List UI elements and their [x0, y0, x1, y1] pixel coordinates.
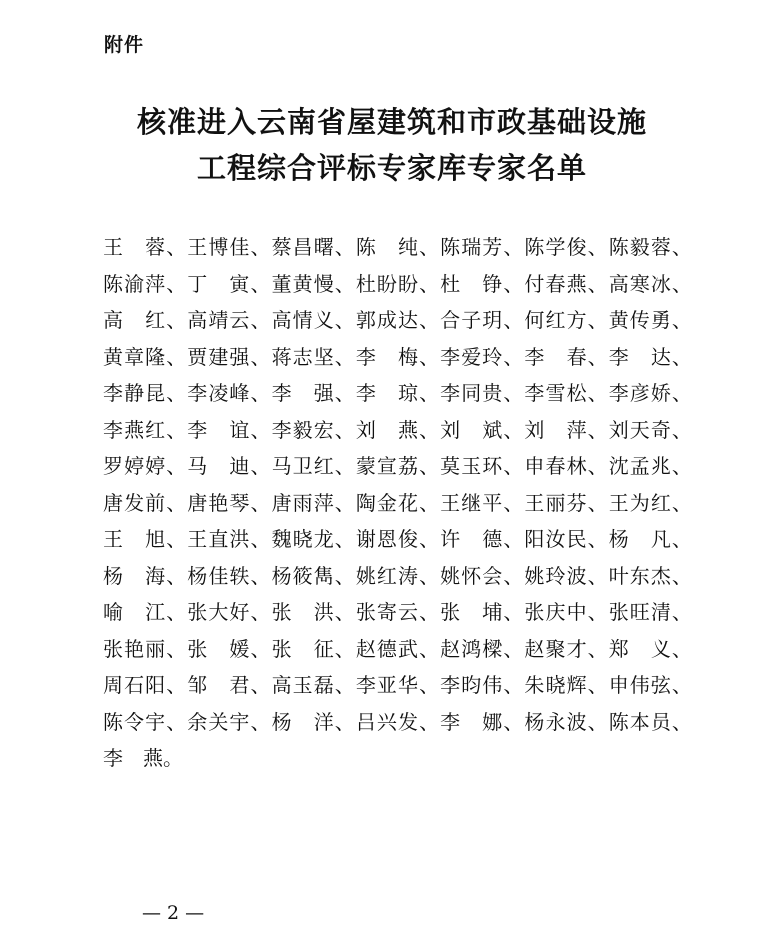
name-line-text: 高 红、高靖云、高情义、郭成达、合子玥、何红方、黄传勇、: [103, 308, 693, 332]
name-line: [103, 667, 693, 704]
name-line: [103, 521, 693, 558]
name-line: [103, 266, 693, 303]
name-line: [103, 375, 693, 412]
document-title-line-2: 工程综合评标专家库专家名单: [196, 151, 587, 185]
name-line: [103, 448, 693, 485]
attachment-label: 附件: [104, 34, 145, 56]
name-line-text: 黄章隆、贾建强、蒋志坚、李 梅、李爱玲、李 春、李 达、: [103, 344, 693, 369]
name-line-text: 李静昆、李凌峰、李 强、李 琼、李同贵、李雪松、李彦娇、: [103, 381, 693, 405]
name-line-text: 唐发前、唐艳琴、唐雨萍、陶金花、王继平、王丽芬、王为红、: [103, 490, 693, 515]
name-line-text: 王 旭、王直洪、魏晓龙、谢恩俊、许 德、阳汝民、杨 凡、: [103, 527, 693, 551]
name-line-text: 罗婷婷、马 迪、马卫红、蒙宣荔、莫玉环、申春林、沈孟兆、: [103, 454, 693, 478]
name-line-text: 陈渝萍、丁 寅、董黄慢、杜盼盼、杜 铮、付春燕、高寒冰、: [103, 271, 693, 296]
name-line: [103, 594, 693, 631]
name-line-text: 周石阳、邹 君、高玉磊、李亚华、李昀伟、朱晓辉、申伟弦、: [103, 673, 693, 697]
name-line: [103, 631, 693, 668]
name-line-text: 王 蓉、王博佳、蔡昌曙、陈 纯、陈瑞芳、陈学俊、陈毅蓉、: [103, 235, 693, 259]
name-line: [103, 704, 693, 741]
page-number: — 2 —: [142, 902, 205, 924]
name-line: [103, 558, 693, 595]
name-line: [103, 339, 693, 376]
name-line: [103, 302, 693, 339]
name-line-text: 李燕红、李 谊、李毅宏、刘 燕、刘 斌、刘 萍、刘天奇、: [103, 417, 693, 442]
name-line-text: 喻 江、张大好、张 洪、张寄云、张 埔、张庆中、张旺清、: [103, 600, 693, 624]
name-line-text: 陈令宇、余关宇、杨 洋、吕兴发、李 娜、杨永波、陈本员、: [103, 709, 693, 734]
document-title-line-1: 核准进入云南省屋建筑和市政基础设施: [136, 105, 647, 139]
name-line-text: 杨 海、杨佳轶、杨筱雋、姚红涛、姚怀会、姚玲波、叶东杰、: [103, 563, 693, 588]
name-line: [103, 740, 693, 777]
name-line: [103, 229, 693, 266]
name-line-text: 李 燕。: [103, 746, 183, 770]
name-line-text: 张艳丽、张 媛、张 征、赵德武、赵鸿樑、赵聚才、郑 义、: [103, 636, 693, 661]
name-line: [103, 412, 693, 449]
name-line: [103, 485, 693, 522]
expert-name-list: [103, 229, 693, 777]
